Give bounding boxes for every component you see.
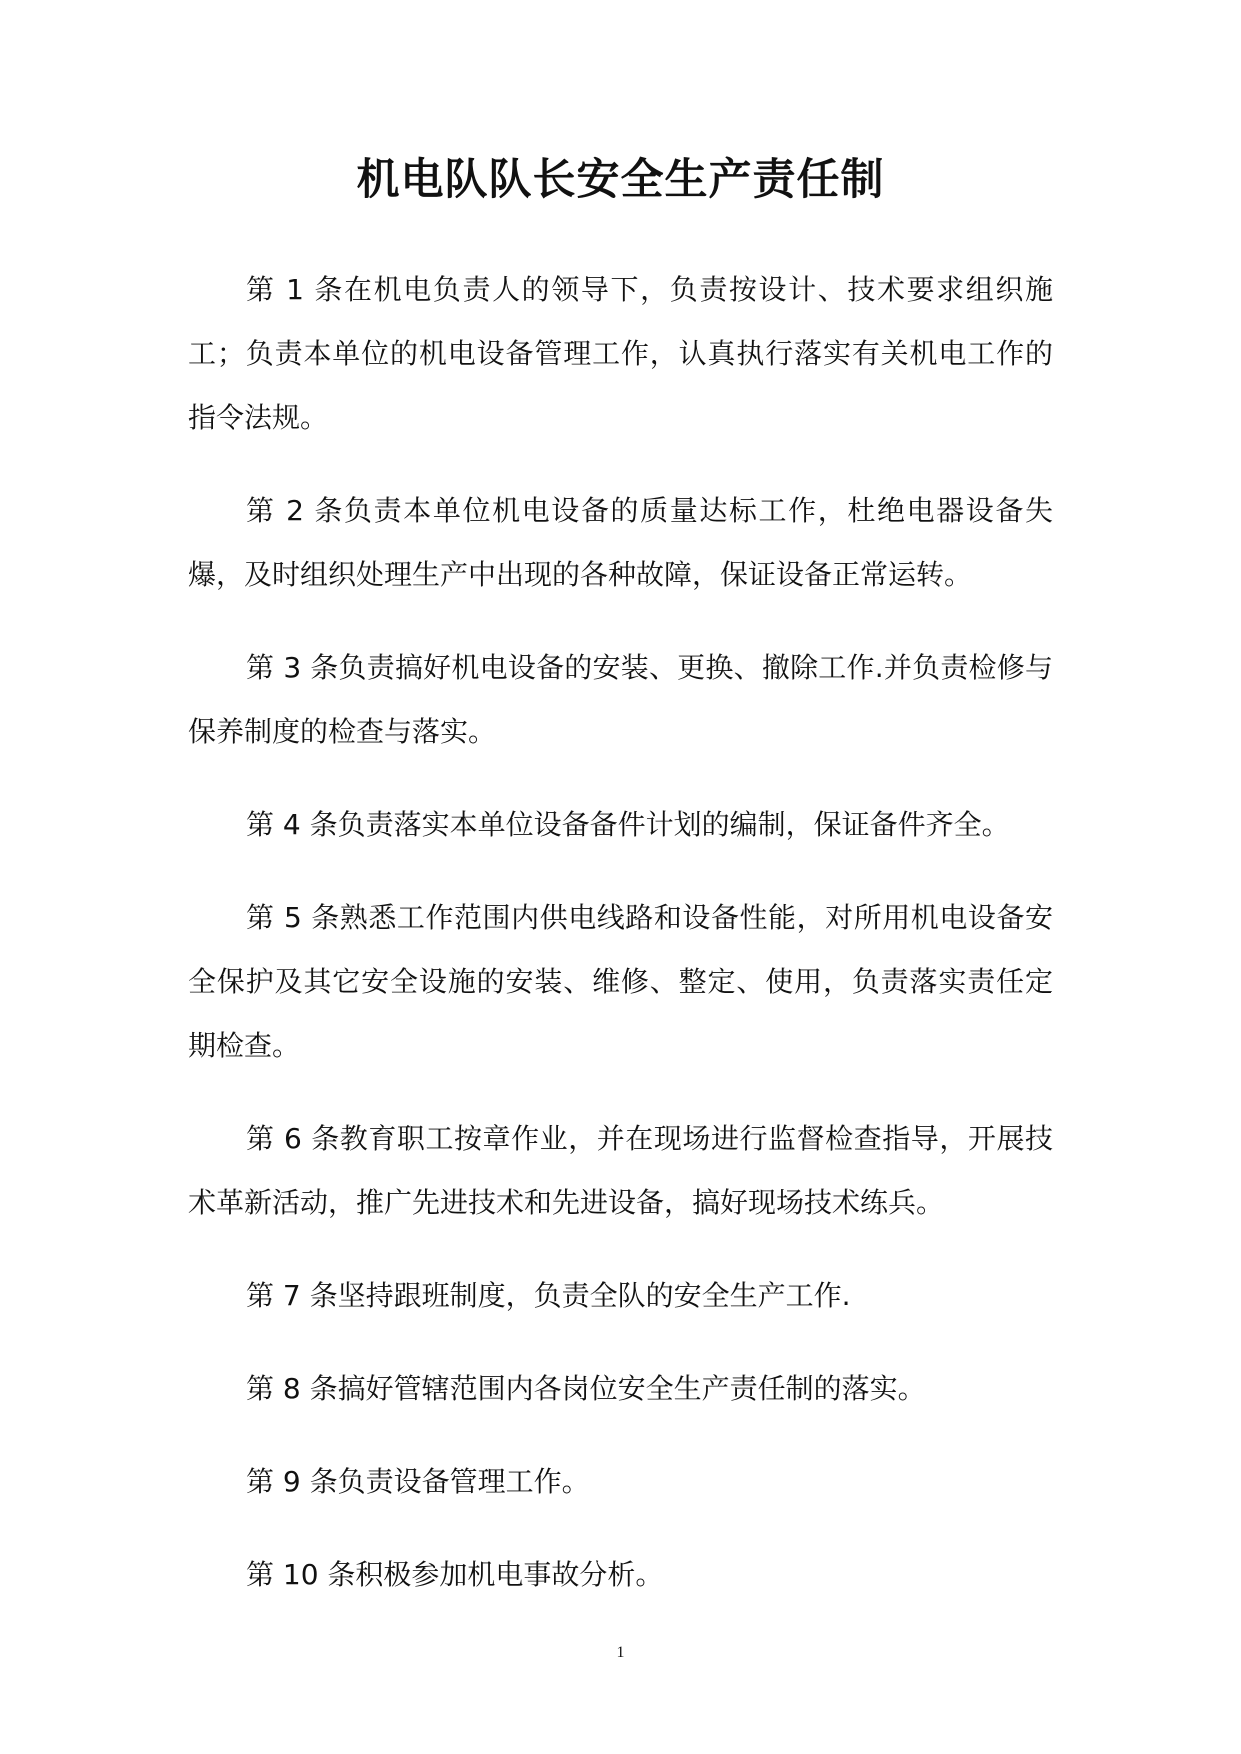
clause-10: 第 10 条积极参加机电事故分析。 xyxy=(246,1558,664,1591)
clause-2: 第 2 条负责本单位机电设备的质量达标工作，杜绝电器设备失爆，及时组织处理生产中出现的各种故障，保证设备正常运转。 xyxy=(188,494,1053,591)
clause-9: 第 9 条负责设备管理工作。 xyxy=(246,1465,590,1498)
clause-4: 第 4 条负责落实本单位设备备件计划的编制，保证备件齐全。 xyxy=(246,808,1010,841)
clause-6: 第 6 条教育职工按章作业，并在现场进行监督检查指导，开展技术革新活动，推广先进技术和先进设备，搞好现场技术练兵。 xyxy=(188,1122,1053,1219)
clause-8: 第 8 条搞好管辖范围内各岗位安全生产责任制的落实。 xyxy=(246,1372,926,1405)
clause-3: 第 3 条负责搞好机电设备的安装、更换、撤除工作.并负责检修与保养制度的检查与落实。 xyxy=(188,651,1053,748)
document-body xyxy=(188,258,1053,1636)
clause-5: 第 5 条熟悉工作范围内供电线路和设备性能，对所用机电设备安全保护及其它安全设施的安装、维修、整定、使用，负责落实责任定期检查。 xyxy=(188,901,1053,1062)
page-number: 1 xyxy=(616,1644,625,1661)
clause-7: 第 7 条坚持跟班制度，负责全队的安全生产工作. xyxy=(246,1279,851,1312)
clause-1: 第 1 条在机电负责人的领导下，负责按设计、技术要求组织施工；负责本单位的机电设备管理工作，认真执行落实有关机电工作的指令法规。 xyxy=(188,273,1053,434)
document-title: 机电队队长安全生产责任制 xyxy=(356,155,885,205)
